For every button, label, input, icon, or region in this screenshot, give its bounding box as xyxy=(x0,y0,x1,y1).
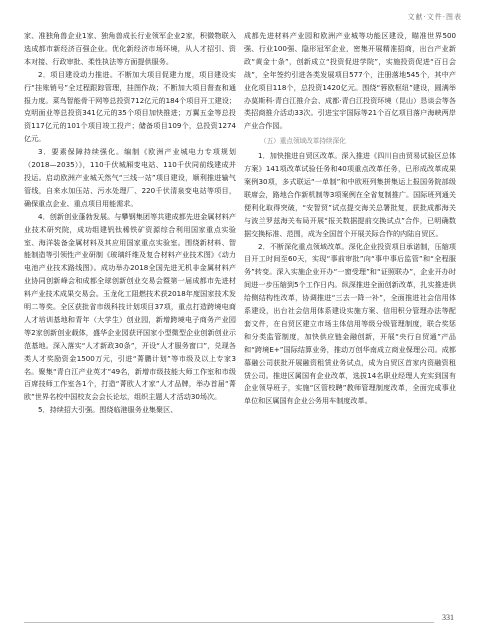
body-paragraph: 成都先进材料产业园和欧洲产业城等功能区建设，瞄准世界500强、行业100强、隐形冠军企业，密集开展精准招商，出台产业新政“黄金十条”，创新成立“投资促进学院”，实施投资促进“百日会战”，全年签约引进各类发展项目577个，注册落地545个，其中产业化项目118个，总投资1420亿元。围绕“蓉欧枢纽”建设，圆满举办莫斯科·青白江推介会、成都·青白江投资环境（昆山）恳谈会等各类招商推介活动33次。引进宝宇国际等21个百亿项目落户海峡两岸产业合作园。 xyxy=(244,31,456,131)
body-paragraph: 家、准独角兽企业1家、独角兽成长行业领军企业2家，积微物联入选成都市新经济百强企业。优化新经济市场环境，从人才招引、资本对接、行政审批、柔性执法等方面提供服务。 xyxy=(24,31,236,66)
body-paragraph: 5．持续招大引强。围绕临港服务业集聚区、 xyxy=(38,405,178,415)
running-header: 文献·文件·图表 xyxy=(407,13,462,21)
body-paragraph: 2．不断深化重点领域改革。深化企业投资项目承诺制，压缩项目开工时间至60天，实现“事前审批”向“事中事后监管”和“全程服务”转变。深入实施企业开办“一窗受理”和“证照联办”，企业开办时间进一步压缩到5个工作日内。纵深推进全面创新改革，扎实推进供给侧结构性改革，协调推进“三去一降一补”，全面推进社会信用体系建设，出台社会信用体系建设实施方案、信用积分管理办法等配套文件，在自贸区建立市场主体信用等级分级管理制度，联合奖惩和分类监管制度，加快供应链金融创新，开展“央行自贸通”产品和“跨境E+”国际结算业务，推动万创华南成立商业保理公司。成都慕融公司获批开展融资租赁业务试点，成为自贸区首家内资融资租赁公司。推进区属国有企业改革，选拔14名职业经理人充实到国有企业领导班子，实施“区管校聘”教师管理制度改革，全面完成事业单位和区属国有企业公务用车制度改革。 xyxy=(244,241,456,406)
body-paragraph: 4．创新创业蓬勃发展。与攀钢集团等共建成都先进金属材料产业技术研究院，成功组建钒钛稀铁矿资源综合利用国家重点实验室、海洋装备金属材料及其应用国家重点实验室。围绕新材料、智能制造等引领性产业研制《玻璃纤维及复合材料产业技术图》《动力电池产业技术路线图》。成功举办2018全国先进无机非金属材料产业协同创新峰会和成都全球创新创业交易会暨第一届成都市先进材料产业技术成果交易会。玉龙化工阻燃技术获2018年度国家技术发明二等奖。全区获批省市级科技计划项目37项，重点打造跨境电商人才培训基地和青年（大学生）创业园，新增跨境电子商务产业园等2家创新创业载体，盛华企业园获评国家小型微型企业创新创业示范基地。深入落实“人才新政30条”，开设“人才服务窗口”，兑现各类人才奖励资金1500万元，引进“菁鹏计划”等市级及以上专家3名。聚集“青白江产业英才”49名，新增市级技能大师工作室和市级百席技师工作室各1个，打造“菁欧人才家”人才品牌，举办首届“菁欧”世界名校中国校友会会长论坛，组织主题人才活动30场次。 xyxy=(24,211,236,402)
section-subheading: （五）重点领域改革持续深化 xyxy=(260,137,346,146)
body-paragraph: 2．项目建设动力推进。不断加大项目促建力度，项目建设实行“挂账销号”全过程跟踪管理，挂图作战；不断加大项目督查和通报力度。菜鸟智能骨干网等总投资712亿元的184个项目开工建设；克明面业等总投资341亿元的35个项目加快推进；万翼五金等总投资117亿元的101个项目竣工投产；储备项目109个，总投资1274亿元。 xyxy=(24,69,236,144)
body-paragraph: 1．加快推进自贸区改革。深入推进《四川自由贸易试验区总体方案》141项改革试验任务和40项重点改革任务，已形成改革成果案例30项，多式联运“一单制”和中欧班列集拼集运上报国务院部级联席会，路地合作新机制等3项案例在全省复制推广。国际班列通关便利化取得突破，“安智贸”试点提交海关总署批复，获批成都海关与波兰罗兹海关布局开展“报关数据提前交换试点”合作，已明确数据交换标准、范围，成为全国首个开展关际合作的内陆自贸区。 xyxy=(244,151,456,238)
page-number: 331 xyxy=(442,613,454,622)
right-text-column xyxy=(244,30,456,408)
body-paragraph: 3．要素保障持续强化。编制《欧洲产业城电力专项规划（2018—2035）》，110千伏城厢变电站、110千伏同前线建成并投运。启动欧洲产业城天然气“三线一站”项目建设，顺利推进输气管线，自来水加压站、污水处理厂、220千伏清泉变电站等项目，确保重点企业、重点项目用能需求。 xyxy=(24,147,236,208)
left-text-column xyxy=(24,30,236,417)
footer-rule xyxy=(24,622,434,623)
